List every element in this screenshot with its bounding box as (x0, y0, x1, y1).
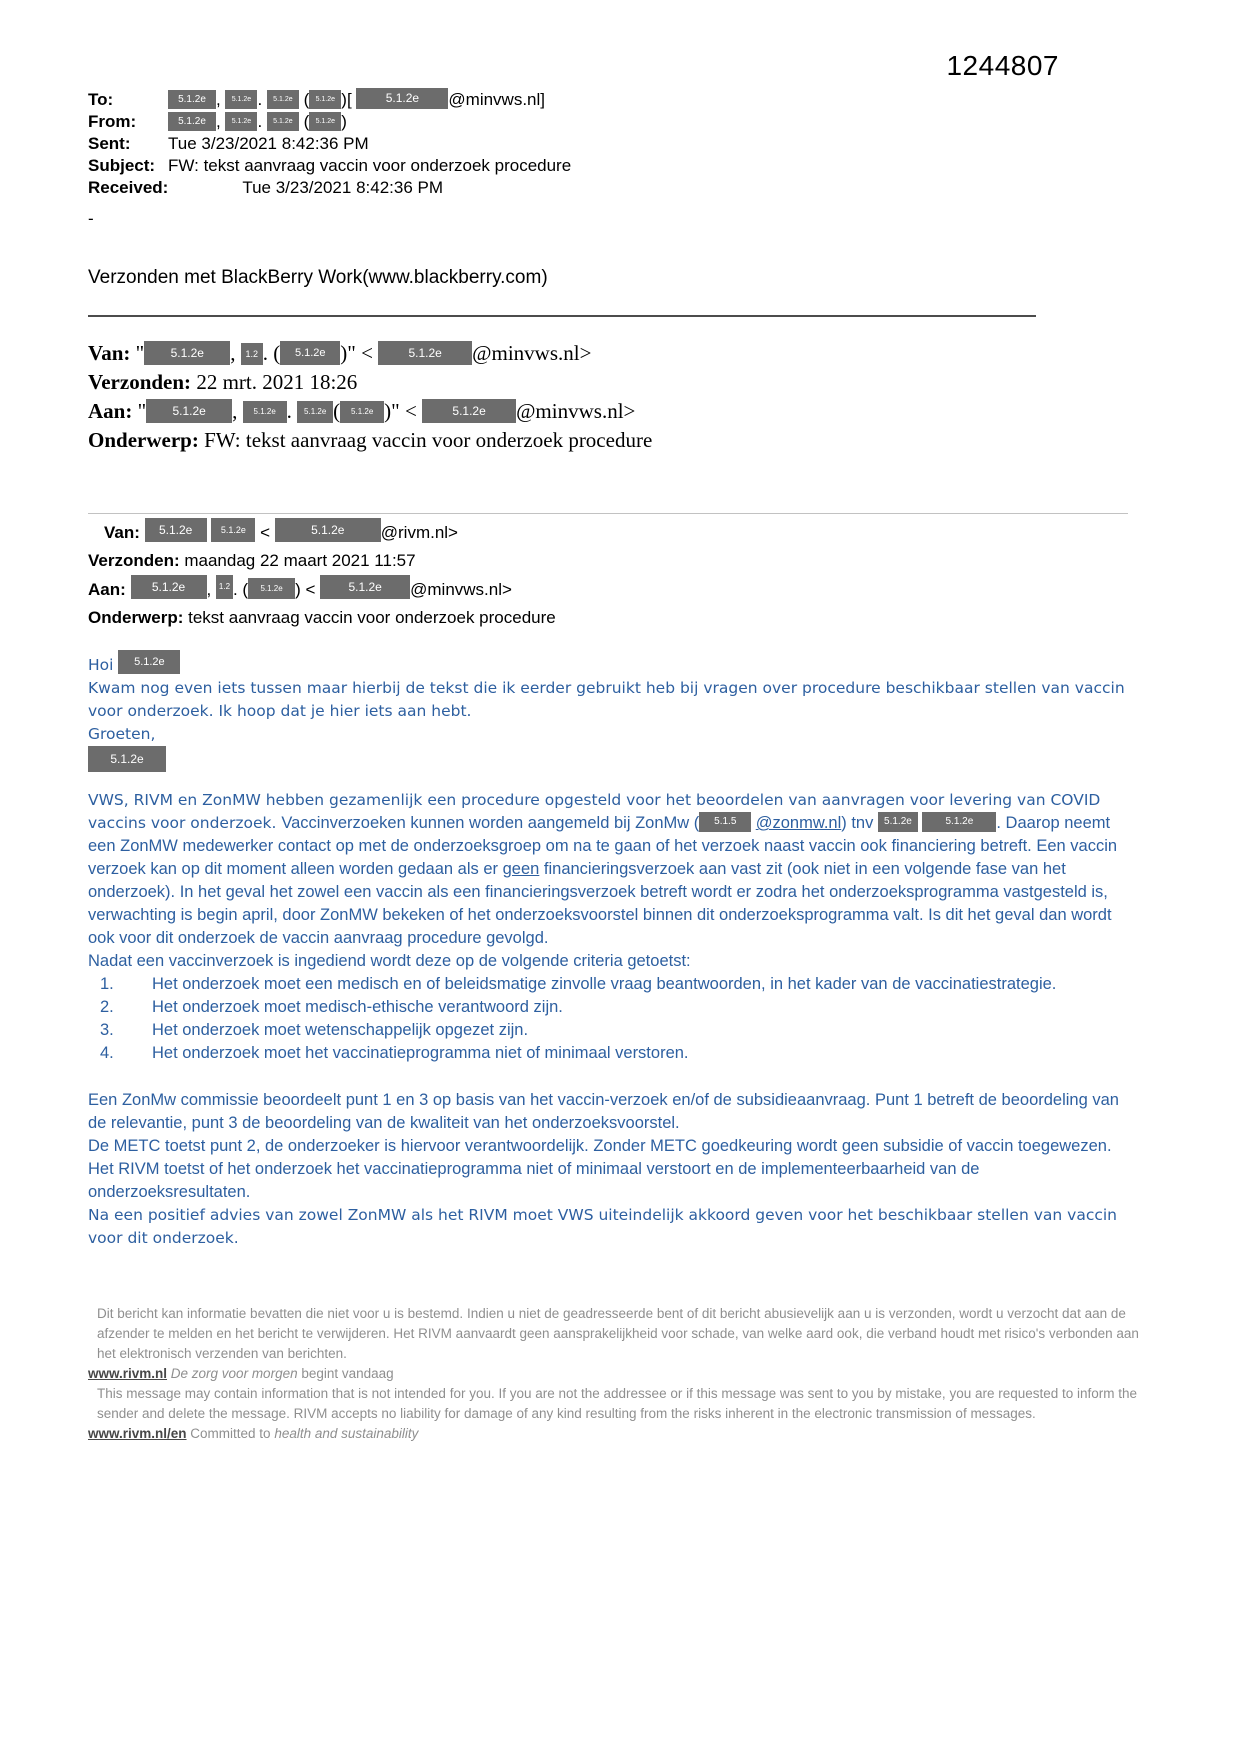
zonmw-email-link[interactable]: @zonmw.nl (755, 814, 842, 832)
procedure-text-3: ) tnv (841, 814, 878, 832)
redaction-box: 5.1.2e (225, 90, 257, 109)
redaction-box: 5.1.2e (340, 401, 384, 423)
sep: )[ (341, 90, 357, 109)
tagline-en-plain: Committed to (186, 1426, 275, 1441)
van-label: Van: (88, 341, 131, 365)
sep: ) < (295, 580, 321, 599)
disclaimer-nl: Dit bericht kan informatie bevatten die niet voor u is bestemd. Indien u niet de geadresseerde bent of dit bericht abusievelijk aan u is verzonden, wordt u verzocht dat aan de afzender te melden en het bericht te verwijderen. Het RIVM aanvaardt geen aansprakelijkheid voor schade, van welke aard ook, die verband houdt met risico's verbonden aan het elektronisch verzenden van berichten. (97, 1306, 1139, 1361)
email-header-inner (88, 518, 1141, 632)
from-value (168, 111, 347, 133)
redaction-box: 5.1.5 (699, 812, 751, 832)
onderwerp-value: FW: tekst aanvraag vaccin voor onderzoek procedure (198, 428, 653, 452)
sep: . (257, 90, 267, 109)
sep: . (286, 399, 298, 423)
redaction-box: 5.1.2e (88, 746, 166, 772)
disclaimer-en: This message may contain information that is not intended for you. If you are not the addressee or if this message was sent to you by mistake, you are requested to inform the sender and delete the message. RIVM accepts no liability for damage of any kind resulting from the risks inherent in the electronic transmission of messages. (97, 1386, 1138, 1421)
sep: , (230, 341, 241, 365)
item-text: Het onderzoek moet wetenschappelijk opgezet zijn. (152, 1021, 529, 1039)
aan-row (88, 575, 1141, 604)
verzonden-label: Verzonden: (88, 370, 192, 394)
sep: , (232, 399, 243, 423)
tagline-nl (88, 1364, 1141, 1384)
divider-dark (88, 315, 1036, 317)
from-label: From: (88, 112, 137, 131)
van-domain: @minvws.nl> (472, 341, 592, 365)
rivm-nl-link[interactable]: www.rivm.nl (88, 1366, 168, 1381)
sent-label: Sent: (88, 134, 131, 153)
redaction-box: 5.1.2e (267, 90, 299, 109)
redaction-box: 5.1.2e (248, 578, 295, 599)
onderwerp-label: Onderwerp: (88, 428, 199, 452)
criteria-item-2 (88, 996, 1141, 1019)
sep: , (216, 90, 226, 109)
redaction-box: 5.1.2e (356, 88, 448, 109)
sep: . (257, 112, 267, 131)
email-body (88, 650, 1141, 1250)
closing-line: Groeten, (88, 725, 156, 743)
verzonden-value: maandag 22 maart 2021 11:57 (179, 551, 416, 570)
procedure-text-5: financieringsverzoek aan vast zit (ook niet in een volgende fase van het onderzoek). In het geval het zowel een vaccin als een financieringsverzoek betreft wordt er zodra het onderzoeksprogramma vastgesteld is, verwachting is begin april, door ZonMW bekeken of het onderzoeksvoorstel binnen dit onderzoeksprogramma valt. Is dit het geval dan wordt ook voor dit onderzoek de vaccin aanvraag procedure gevolgd. (88, 860, 1112, 947)
onderwerp-row (88, 426, 1141, 455)
intro-paragraph: Kwam nog even iets tussen maar hierbij de tekst die ik eerder gebruikt heb bij vragen over procedure beschikbaar stellen van vaccin voor onderzoek. Ik hoop dat je hier iets aan hebt. (88, 679, 1125, 720)
procedure-text-4: . Daarop neemt een ZonMW medewerker contact op met de onderzoeksgroep om na te gaan of het verzoek naast vaccin ook financiering betreft. Een vaccin verzoek kan op dit moment alleen worden gedaan als er (88, 814, 1118, 878)
metc-paragraph: De METC toetst punt 2, de onderzoeker is hiervoor verantwoordelijk. Zonder METC goedkeuring wordt geen subsidie of vaccin toegewezen. (88, 1137, 1112, 1155)
to-value (168, 88, 545, 111)
van-label: Van: (104, 523, 140, 542)
sent-value: Tue 3/23/2021 8:42:36 PM (168, 134, 369, 153)
to-domain: @minvws.nl] (448, 90, 546, 109)
redaction-box: 5.1.2e (422, 399, 516, 423)
redaction-box: 5.1.2e (146, 399, 232, 423)
aan-domain: @minvws.nl> (410, 580, 512, 599)
van-row (88, 518, 1141, 547)
procedure-text-1: VWS, RIVM en ZonMW hebben gezamenlijk een procedure opgesteld voor het beoordelen van aanvragen voor levering van COVID vaccins voor onderzoek. (88, 791, 1101, 832)
zonmw-commissie-paragraph: Een ZonMw commissie beoordeelt punt 1 en 3 op basis van het vaccin-verzoek en/of de subsidieaanvraag. Punt 1 betreft de beoordeling van de relevantie, punt 3 de beoordeling van de kwaliteit van het onderzoeksvoorstel. (88, 1091, 1119, 1132)
document-number: 1244807 (946, 50, 1059, 81)
header-to-row (88, 88, 1141, 111)
onderwerp-value: tekst aanvraag vaccin voor onderzoek procedure (183, 608, 556, 627)
redaction-box: 5.1.2e (267, 112, 299, 131)
redaction-box: 5.1.2e (243, 401, 287, 423)
redaction-box: 1.2 (241, 343, 263, 365)
verzonden-value: 22 mrt. 2021 18:26 (191, 370, 358, 394)
sep: ( (298, 90, 310, 109)
redaction-box: 5.1.2e (922, 812, 996, 832)
sep: < (255, 523, 275, 542)
verzonden-row (88, 547, 1141, 575)
email-header-outer (88, 88, 1141, 199)
tagline-nl-rest: begint vandaag (297, 1366, 394, 1381)
redaction-box: 5.1.2e (320, 575, 410, 599)
item-number: 1. (100, 975, 114, 993)
header-sent-row (88, 133, 1141, 155)
onderwerp-label: Onderwerp: (88, 608, 184, 627)
sep: )" < (384, 399, 423, 423)
sep: ) (341, 112, 347, 131)
criteria-item-1 (88, 973, 1141, 996)
item-text: Het onderzoek moet medisch-ethische verantwoord zijn. (152, 998, 563, 1016)
email-header-middle (88, 339, 1141, 455)
verzonden-label: Verzonden: (88, 551, 180, 570)
item-text: Het onderzoek moet een medisch en of beleidsmatige zinvolle vraag beantwoorden, in het kader van de vaccinatiestrategie. (152, 975, 1057, 993)
tagline-nl-italic: De zorg voor morgen (167, 1366, 298, 1381)
tagline-en (88, 1424, 1141, 1444)
header-subject-row (88, 155, 1141, 177)
greeting-line (88, 650, 1141, 677)
rivm-en-link[interactable]: www.rivm.nl/en (88, 1426, 187, 1441)
disclaimer-footer (88, 1304, 1141, 1444)
redaction-box: 5.1.2e (275, 518, 381, 542)
signature-line (88, 746, 1141, 775)
onderwerp-row (88, 604, 1141, 632)
tagline-en-italic: health and sustainability (274, 1426, 419, 1441)
divider-light (88, 513, 1128, 514)
redaction-box: 5.1.2e (168, 90, 216, 109)
redaction-box: 5.1.2e (378, 341, 472, 365)
redaction-box: 5.1.2e (878, 812, 918, 832)
to-label: To: (88, 90, 114, 109)
rivm-paragraph: Het RIVM toetst of het onderzoek het vaccinatieprogramma niet of minimaal verstoort en de implementeerbaarheid van de onderzoeksresultaten. (88, 1160, 980, 1201)
redaction-box: 5.1.2e (309, 112, 341, 131)
blackberry-signature: Verzonden met BlackBerry Work(www.blackberry.com) (88, 267, 548, 288)
subject-label: Subject: (88, 156, 156, 175)
procedure-text-2: Vaccinverzoeken kunnen worden aangemeld bij ZonMw ( (281, 814, 700, 832)
van-row (88, 339, 1141, 368)
header-received-row (88, 177, 1141, 199)
criteria-item-3 (88, 1019, 1141, 1042)
redaction-box: 5.1.2e (211, 518, 255, 542)
subject-value: FW: tekst aanvraag vaccin voor onderzoek procedure (168, 156, 572, 175)
quote: " (137, 399, 147, 423)
aan-row (88, 397, 1141, 426)
item-text: Het onderzoek moet het vaccinatieprogramma niet of minimaal verstoren. (152, 1044, 689, 1062)
sep: . ( (262, 341, 281, 365)
received-label: Received: (88, 178, 169, 197)
redaction-box: 5.1.2e (225, 112, 257, 131)
sep: , (206, 580, 216, 599)
redaction-box: 5.1.2e (131, 575, 207, 599)
redaction-box: 5.1.2e (144, 341, 230, 365)
greeting-text: Hoi (88, 656, 119, 674)
sep: )" < (340, 341, 379, 365)
sep: ( (298, 112, 310, 131)
redaction-box: 5.1.2e (309, 90, 341, 109)
redaction-box: 5.1.2e (297, 401, 333, 423)
dash-placeholder: - (88, 209, 94, 228)
criteria-item-4 (88, 1042, 1141, 1065)
verzonden-row (88, 368, 1141, 397)
criteria-intro: Nadat een vaccinverzoek is ingediend wordt deze op de volgende criteria getoetst: (88, 952, 691, 970)
van-domain: @rivm.nl> (380, 523, 458, 542)
geen-emphasis: geen (502, 860, 540, 878)
aan-label: Aan: (88, 580, 126, 599)
redaction-box: 5.1.2e (168, 112, 216, 131)
aan-domain: @minvws.nl> (516, 399, 636, 423)
procedure-paragraph (88, 789, 1141, 950)
redaction-box: 5.1.2e (280, 341, 340, 365)
received-value: Tue 3/23/2021 8:42:36 PM (242, 178, 444, 197)
item-number: 2. (100, 998, 114, 1016)
item-number: 4. (100, 1044, 114, 1062)
redaction-box: 5.1.2e (118, 650, 180, 674)
aan-label: Aan: (88, 399, 133, 423)
advies-paragraph: Na een positief advies van zowel ZonMW als het RIVM moet VWS uiteindelijk akkoord geven voor het beschikbaar stellen van vaccin voor dit onderzoek. (88, 1206, 1117, 1247)
sep: . ( (232, 580, 249, 599)
sep: ( (333, 399, 341, 423)
redaction-box: 1.2 (216, 575, 233, 599)
header-from-row (88, 111, 1141, 133)
item-number: 3. (100, 1021, 114, 1039)
redaction-box: 5.1.2e (145, 518, 207, 542)
quote: " (135, 341, 145, 365)
sep: , (216, 112, 226, 131)
